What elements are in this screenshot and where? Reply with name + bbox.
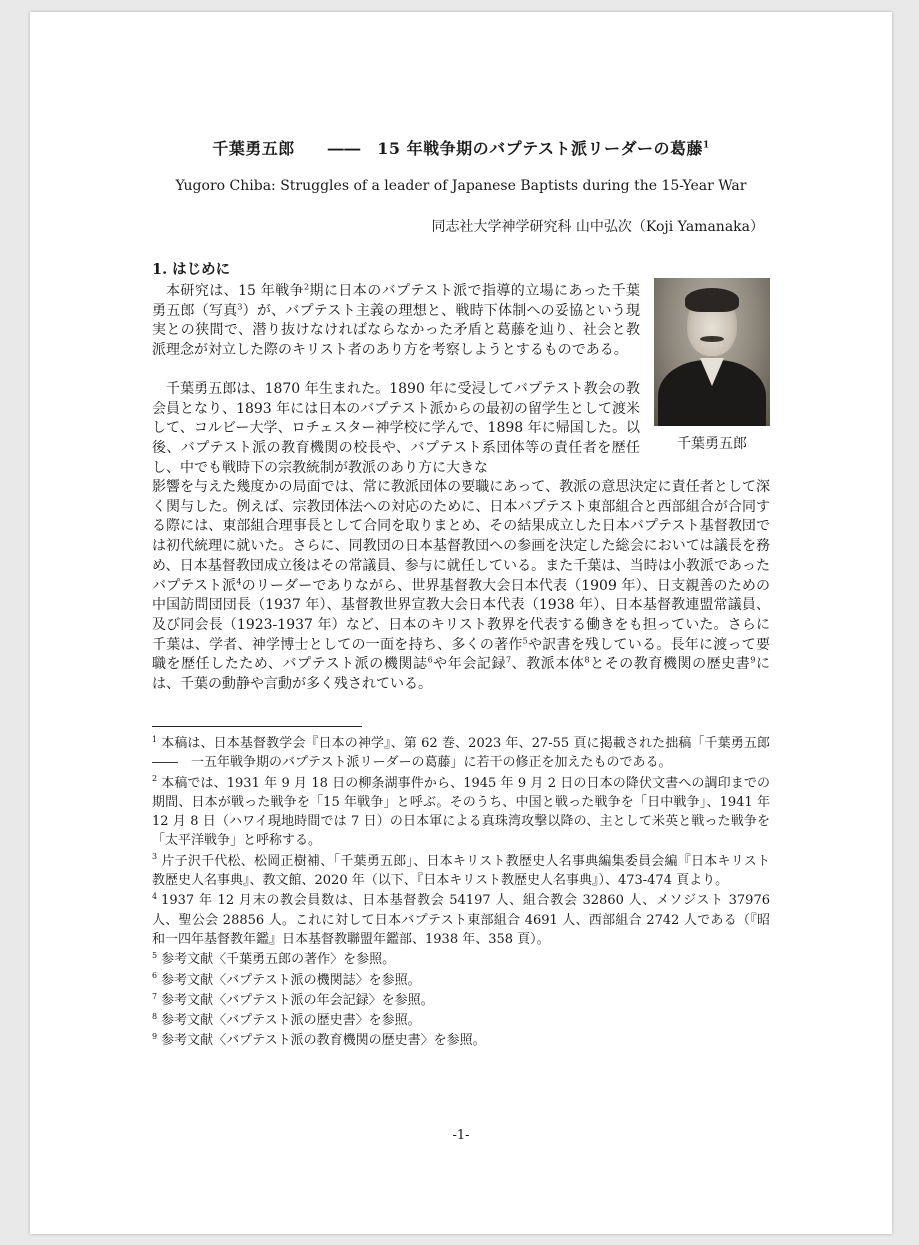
footnote-ref[interactable]: 8: [584, 655, 590, 665]
text-run: とその教育機関の歴史書: [589, 656, 751, 673]
footnote-text: 参考文献〈千葉勇五郎の著作〉を参照。: [161, 952, 396, 968]
paragraph-2-narrow: 千葉勇五郎は、1870 年生まれた。1890 年に受浸してバプテスト教会の教会員となり、1893 年には日本のバプテスト派からの最初の留学生として渡米して、コルビー大学、ロチェスター神学校に学んで、1898 年に帰国した。以後、バプテスト派の教育機関の校長や、バプテスト系団体等の責任者を歴任し、中でも戦時下の宗教統制が教派のあり方に大きな: [152, 381, 640, 476]
text-run: 、教派本体: [511, 656, 585, 673]
portrait-photo: [654, 278, 770, 426]
text-run: や年会記録: [432, 656, 507, 673]
text-run: 影響を与えた幾度かの局面では、常に教派団体の要職にあって、教派の意思決定に責任者として深く関与した。例えば、宗教団体法への対応のために、日本バプテスト東部組合と西部組合が合同する際には、東部組合理事長として合同を取りまとめ、その結果成立した日本バプテスト基督教団では初代統理に就いた。さらに、同教団の日本基督教団への参画を決定した総会においては議長を務め、日本基督教団成立後はその常議員、参与に就任している。また千葉は、当時は小教派であったバプテスト派: [152, 479, 770, 594]
footnote-ref[interactable]: 2: [304, 282, 310, 292]
footnote-number: 8: [152, 1011, 158, 1021]
footnote-text: 本稿は、日本基督教学会『日本の神学』、第 62 巻、2023 年、27-55 頁に掲載された拙稿「千葉勇五郎 ―― 一五年戦争期のバプテスト派リーダーの葛藤」に若干の修正を加えたものである。: [152, 736, 784, 771]
text-run: には、千葉の動静や言動が多く残されている。: [152, 656, 771, 693]
author-line: 同志社大学神学研究科 山中弘次（Koji Yamanaka）: [431, 219, 764, 235]
footnote-6: [152, 971, 770, 990]
footnote-text: 片子沢千代松、松岡正樹補、「千葉勇五郎」、日本キリスト教歴史人名事典編集委員会編『日本キリスト教歴史人名事典』、教文館、2020 年（以下、『日本キリスト教歴史人名事典』）、473-474 頁より。: [152, 853, 770, 889]
footnote-ref[interactable]: 6: [427, 655, 433, 665]
footnote-text: 1937 年 12 月末の教会員数は、日本基督教会 54197 人、組合教会 32860 人、メソジスト 37976 人、聖公会 28856 人。これに対して日本バプテスト東部組合 4691 人、西部組合 2742 人である（『昭和一四年基督教年鑑』日本基督教聯盟年鑑部、1938 年、358 頁）。: [152, 893, 770, 947]
footnote-1: [152, 734, 784, 773]
footnote-9: [152, 1031, 770, 1050]
footnotes: [152, 734, 784, 1052]
footnote-text: 参考文献〈バプテスト派の歴史書〉を参照。: [161, 1013, 421, 1029]
footnote-number: 7: [152, 991, 158, 1001]
text-run: ）が、バプテスト主義の理想と、戦時下体制への妥協という現実との狭間で、潜り抜けなければならなかった矛盾と葛藤を辿り、社会と教派理念が対立した際のキリスト者のあり方を考察しようとするものである。: [152, 302, 640, 359]
footnote-number: 9: [152, 1032, 158, 1042]
footnote-4: [152, 891, 770, 949]
text-run: 期に日本のバプテスト派で指導的立場にあった千葉勇五郎（写真: [152, 283, 640, 319]
section-heading: 1. はじめに: [152, 261, 231, 278]
text-run: のリーダーでありながら、世界基督教大会日本代表（1909 年）、日支親善のための中国訪問団団長（1937 年）、基督教世界宣教大会日本代表（1938 年）、日本基督教連盟常議員、及び同会長（1923-1937 年）など、日本のキリスト教界を代表する働きをも担っていた。さらに千葉は、学者、神学博士としての一面を持ち、多くの著作: [152, 577, 770, 653]
footnote-8: [152, 1011, 770, 1030]
footnote-text: 本稿では、1931 年 9 月 18 日の柳条湖事件から、1945 年 9 月 2 日の日本の降伏文書への調印までの期間、日本が戦った戦争を「15 年戦争」と呼ぶ。そのうち、中国と戦った戦争を「日中戦争」、1941 年 12 月 8 日（ハワイ現地時間では 7 日）の日本軍による真珠湾攻撃以降の、主として米英と戦った戦争を「太平洋戦争」と呼称する。: [152, 775, 770, 849]
title-footnote-ref[interactable]: 1: [702, 140, 710, 151]
footnote-5: [152, 950, 770, 969]
footnote-number: 6: [152, 971, 158, 981]
paragraph-2-wide: [152, 478, 770, 695]
footnote-ref[interactable]: 4: [236, 576, 242, 586]
footnote-number: 1: [152, 734, 158, 744]
footnote-ref[interactable]: 9: [750, 655, 756, 665]
portrait-mustache-shape: [700, 336, 724, 342]
footnote-number: 2: [152, 774, 158, 784]
footnote-ref[interactable]: 5: [522, 635, 528, 645]
footnote-separator: [152, 726, 362, 727]
footnote-ref[interactable]: 3: [237, 302, 243, 312]
text-run: や訳書を残している。長年に渡って要職を歴任したため、バプテスト派の機関誌: [152, 636, 770, 673]
page-number: -1-: [452, 1128, 470, 1143]
document-page: [30, 12, 892, 1234]
footnote-text: 参考文献〈バプテスト派の教育機関の歴史書〉を参照。: [161, 1033, 486, 1049]
footnote-number: 3: [152, 852, 158, 862]
footnote-text: 参考文献〈バプテスト派の機関誌〉を参照。: [161, 972, 421, 988]
paper-subtitle: Yugoro Chiba: Struggles of a leader of Japanese Baptists during the 15-Year War: [175, 178, 747, 194]
paragraph-1: [152, 282, 640, 361]
footnote-7: [152, 991, 770, 1010]
footnote-3: [152, 852, 770, 891]
footnote-text: 参考文献〈バプテスト派の年会記録〉を参照。: [161, 992, 434, 1008]
footnote-number: 4: [152, 892, 158, 902]
paper-title: [30, 136, 892, 159]
footnote-2: [152, 774, 770, 851]
portrait-hair-shape: [685, 288, 739, 312]
photo-caption: 千葉勇五郎: [677, 436, 747, 452]
footnote-ref[interactable]: 7: [506, 655, 512, 665]
footnote-number: 5: [152, 950, 158, 960]
text-run: 本研究は、15 年戦争: [166, 283, 305, 299]
title-text: 千葉勇五郎 ―― 15 年戦争期のバプテスト派リーダーの葛藤: [212, 139, 703, 158]
